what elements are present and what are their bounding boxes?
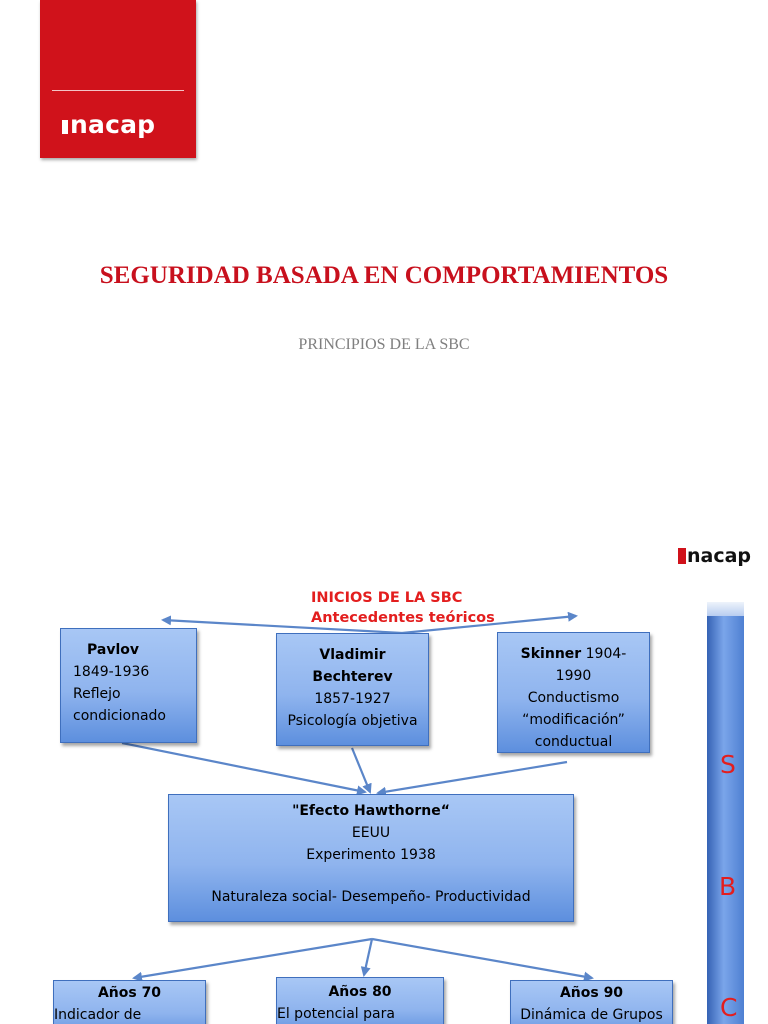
skinner-line2: “modificación” bbox=[522, 712, 625, 728]
decade-90-text: Dinámica de Grupos bbox=[520, 1007, 663, 1023]
pavlov-name: Pavlov bbox=[87, 642, 140, 658]
skinner-name: Skinner bbox=[520, 646, 582, 662]
skinner-years-a: 1904- bbox=[585, 646, 627, 662]
side-letter-s: S bbox=[720, 750, 736, 779]
bechterev-name: Vladimir Bechterev bbox=[312, 647, 393, 685]
arrow-to-80 bbox=[364, 939, 372, 975]
hawthorne-title: "Efecto Hawthorne“ bbox=[292, 803, 450, 819]
sbc-side-bar-cap bbox=[707, 602, 744, 616]
arrow-to-skinner bbox=[402, 616, 576, 633]
logo-text: nacap bbox=[70, 110, 156, 139]
logo-text: nacap bbox=[687, 545, 752, 567]
arrow-to-90 bbox=[372, 939, 592, 978]
side-letter-b: B bbox=[719, 872, 737, 901]
side-letter-c: C bbox=[720, 993, 738, 1022]
hawthorne-themes: Naturaleza social- Desempeño- Productividad bbox=[211, 889, 531, 905]
hawthorne-experiment: Experimento 1938 bbox=[306, 847, 436, 863]
decade-90-title: Años 90 bbox=[559, 985, 624, 1001]
diagram-heading-line1: INICIOS DE LA SBC bbox=[311, 590, 463, 606]
skinner-line3: conductual bbox=[534, 734, 613, 750]
page-title: SEGURIDAD BASADA EN COMPORTAMIENTOS bbox=[99, 262, 669, 289]
arrow-to-70 bbox=[134, 939, 372, 978]
skinner-line1: Conductismo bbox=[527, 690, 620, 706]
sbc-side-bar bbox=[707, 602, 744, 1024]
bechterev-box bbox=[276, 633, 429, 746]
page-subtitle: PRINCIPIOS DE LA SBC bbox=[298, 336, 470, 353]
skinner-years-b: 1990 bbox=[555, 668, 592, 684]
decade-80-box bbox=[276, 977, 444, 1024]
decade-80-title: Años 80 bbox=[328, 984, 392, 1000]
decade-90-box bbox=[510, 980, 673, 1024]
pavlov-line2: condicionado bbox=[73, 708, 166, 724]
hawthorne-box bbox=[168, 794, 574, 922]
pavlov-box bbox=[60, 628, 197, 743]
arrow-to-pavlov bbox=[163, 620, 402, 633]
decade-70-title: Años 70 bbox=[97, 985, 162, 1001]
hawthorne-country: EEUU bbox=[351, 825, 391, 841]
decade-80-text: El potencial para bbox=[277, 1006, 395, 1022]
arrow-bechterev-hawthorne bbox=[352, 748, 370, 792]
bechterev-years: 1857-1927 bbox=[314, 691, 391, 707]
pavlov-years: 1849-1936 bbox=[73, 664, 150, 680]
decade-70-text: Indicador de bbox=[54, 1007, 142, 1023]
diagram-heading-line2: Antecedentes teóricos bbox=[311, 610, 495, 626]
bechterev-line1: Psicología objetiva bbox=[287, 713, 418, 729]
decade-70-box bbox=[53, 980, 206, 1024]
arrow-pavlov-hawthorne bbox=[122, 743, 365, 792]
skinner-header bbox=[498, 643, 649, 665]
pavlov-line1: Reflejo bbox=[73, 686, 121, 702]
arrow-skinner-hawthorne bbox=[378, 762, 567, 793]
skinner-box bbox=[497, 632, 650, 753]
